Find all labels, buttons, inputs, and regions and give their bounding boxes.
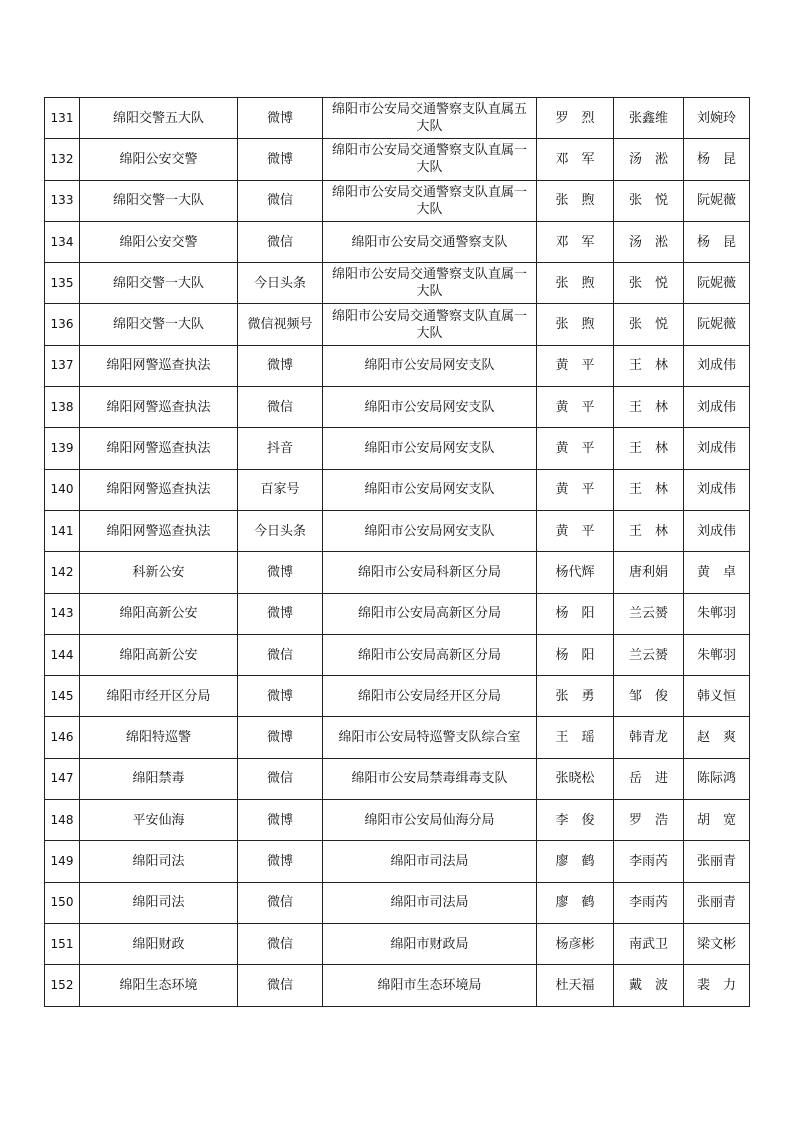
leader-cell: 杨代辉: [537, 552, 614, 593]
staff-cell: 赵 爽: [684, 717, 750, 758]
table-row: [45, 98, 750, 139]
leader-cell: 王 瑶: [537, 717, 614, 758]
manager-cell: 王 林: [614, 428, 684, 469]
manager-cell: 邹 俊: [614, 676, 684, 717]
table-row: [45, 800, 750, 841]
platform-cell: 抖音: [238, 428, 323, 469]
staff-cell: 张丽青: [684, 841, 750, 882]
row-number: 147: [45, 758, 80, 799]
account-name-cell: 绵阳公安交警: [80, 139, 238, 180]
leader-cell: 杨 阳: [537, 634, 614, 675]
platform-cell: 微信: [238, 923, 323, 964]
staff-cell: 刘婉玲: [684, 98, 750, 139]
table-body: [45, 98, 750, 1007]
table-row: [45, 387, 750, 428]
manager-cell: 南武卫: [614, 923, 684, 964]
unit-cell: 绵阳市司法局: [323, 841, 537, 882]
account-name-cell: 绵阳公安交警: [80, 221, 238, 262]
row-number: 134: [45, 221, 80, 262]
staff-cell: 刘成伟: [684, 510, 750, 551]
manager-cell: 李雨芮: [614, 882, 684, 923]
row-number: 148: [45, 800, 80, 841]
account-name-cell: 绵阳网警巡查执法: [80, 345, 238, 386]
table-row: [45, 841, 750, 882]
row-number: 151: [45, 923, 80, 964]
platform-cell: 微博: [238, 717, 323, 758]
leader-cell: 廖 鹤: [537, 882, 614, 923]
table-row: [45, 758, 750, 799]
leader-cell: 黄 平: [537, 510, 614, 551]
manager-cell: 汤 淞: [614, 221, 684, 262]
row-number: 146: [45, 717, 80, 758]
table-row: [45, 263, 750, 304]
row-number: 136: [45, 304, 80, 345]
table-row: [45, 469, 750, 510]
row-number: 149: [45, 841, 80, 882]
unit-cell: 绵阳市财政局: [323, 923, 537, 964]
table-row: [45, 510, 750, 551]
leader-cell: 杜天福: [537, 965, 614, 1006]
row-number: 150: [45, 882, 80, 923]
unit-cell: 绵阳市公安局仙海分局: [323, 800, 537, 841]
staff-cell: 刘成伟: [684, 469, 750, 510]
manager-cell: 王 林: [614, 345, 684, 386]
manager-cell: 韩青龙: [614, 717, 684, 758]
platform-cell: 微信: [238, 965, 323, 1006]
unit-cell: 绵阳市公安局网安支队: [323, 345, 537, 386]
staff-cell: 黄 卓: [684, 552, 750, 593]
table-row: [45, 882, 750, 923]
table-row: [45, 552, 750, 593]
account-name-cell: 绵阳特巡警: [80, 717, 238, 758]
leader-cell: 张 勇: [537, 676, 614, 717]
leader-cell: 黄 平: [537, 345, 614, 386]
account-name-cell: 绵阳高新公安: [80, 634, 238, 675]
staff-cell: 朱郸羽: [684, 634, 750, 675]
platform-cell: 微信: [238, 387, 323, 428]
table-row: [45, 676, 750, 717]
leader-cell: 邓 军: [537, 221, 614, 262]
table-row: [45, 221, 750, 262]
row-number: 142: [45, 552, 80, 593]
manager-cell: 张鑫维: [614, 98, 684, 139]
leader-cell: 廖 鹤: [537, 841, 614, 882]
platform-cell: 微信: [238, 882, 323, 923]
staff-cell: 杨 昆: [684, 221, 750, 262]
unit-cell: 绵阳市公安局交通警察支队直属一大队: [323, 139, 537, 180]
account-name-cell: 绵阳市经开区分局: [80, 676, 238, 717]
table-row: [45, 923, 750, 964]
staff-cell: 朱郸羽: [684, 593, 750, 634]
table-row: [45, 965, 750, 1006]
row-number: 138: [45, 387, 80, 428]
table-row: [45, 428, 750, 469]
table-row: [45, 717, 750, 758]
staff-cell: 韩义恒: [684, 676, 750, 717]
unit-cell: 绵阳市公安局交通警察支队直属一大队: [323, 263, 537, 304]
unit-cell: 绵阳市公安局网安支队: [323, 469, 537, 510]
unit-cell: 绵阳市公安局网安支队: [323, 510, 537, 551]
staff-cell: 阮妮薇: [684, 180, 750, 221]
leader-cell: 黄 平: [537, 469, 614, 510]
leader-cell: 黄 平: [537, 428, 614, 469]
account-name-cell: 绵阳司法: [80, 841, 238, 882]
unit-cell: 绵阳市公安局交通警察支队直属一大队: [323, 180, 537, 221]
row-number: 137: [45, 345, 80, 386]
manager-cell: 岳 进: [614, 758, 684, 799]
platform-cell: 微信: [238, 180, 323, 221]
platform-cell: 微博: [238, 98, 323, 139]
row-number: 140: [45, 469, 80, 510]
staff-cell: 张丽青: [684, 882, 750, 923]
row-number: 143: [45, 593, 80, 634]
table-row: [45, 634, 750, 675]
platform-cell: 微博: [238, 345, 323, 386]
account-name-cell: 绵阳网警巡查执法: [80, 387, 238, 428]
manager-cell: 戴 波: [614, 965, 684, 1006]
platform-cell: 微信视频号: [238, 304, 323, 345]
account-name-cell: 平安仙海: [80, 800, 238, 841]
account-name-cell: 绵阳交警一大队: [80, 304, 238, 345]
account-name-cell: 绵阳网警巡查执法: [80, 510, 238, 551]
unit-cell: 绵阳市公安局经开区分局: [323, 676, 537, 717]
row-number: 133: [45, 180, 80, 221]
platform-cell: 微信: [238, 758, 323, 799]
staff-cell: 陈际鸿: [684, 758, 750, 799]
row-number: 144: [45, 634, 80, 675]
row-number: 139: [45, 428, 80, 469]
row-number: 141: [45, 510, 80, 551]
unit-cell: 绵阳市公安局高新区分局: [323, 634, 537, 675]
platform-cell: 微博: [238, 841, 323, 882]
unit-cell: 绵阳市公安局交通警察支队直属五大队: [323, 98, 537, 139]
leader-cell: 邓 军: [537, 139, 614, 180]
unit-cell: 绵阳市公安局交通警察支队: [323, 221, 537, 262]
leader-cell: 李 俊: [537, 800, 614, 841]
platform-cell: 微博: [238, 139, 323, 180]
row-number: 131: [45, 98, 80, 139]
leader-cell: 杨 阳: [537, 593, 614, 634]
account-name-cell: 绵阳网警巡查执法: [80, 428, 238, 469]
accounts-table: [44, 97, 750, 1007]
platform-cell: 微博: [238, 552, 323, 593]
leader-cell: 张 煦: [537, 180, 614, 221]
table-row: [45, 593, 750, 634]
row-number: 135: [45, 263, 80, 304]
unit-cell: 绵阳市公安局特巡警支队综合室: [323, 717, 537, 758]
account-name-cell: 绵阳网警巡查执法: [80, 469, 238, 510]
row-number: 152: [45, 965, 80, 1006]
account-name-cell: 绵阳交警五大队: [80, 98, 238, 139]
manager-cell: 张 悦: [614, 263, 684, 304]
staff-cell: 阮妮薇: [684, 304, 750, 345]
manager-cell: 罗 浩: [614, 800, 684, 841]
staff-cell: 裴 力: [684, 965, 750, 1006]
manager-cell: 汤 淞: [614, 139, 684, 180]
platform-cell: 微博: [238, 676, 323, 717]
unit-cell: 绵阳市公安局交通警察支队直属一大队: [323, 304, 537, 345]
platform-cell: 微信: [238, 221, 323, 262]
unit-cell: 绵阳市生态环境局: [323, 965, 537, 1006]
row-number: 145: [45, 676, 80, 717]
manager-cell: 李雨芮: [614, 841, 684, 882]
account-name-cell: 科新公安: [80, 552, 238, 593]
account-name-cell: 绵阳生态环境: [80, 965, 238, 1006]
account-name-cell: 绵阳财政: [80, 923, 238, 964]
table-row: [45, 304, 750, 345]
staff-cell: 杨 昆: [684, 139, 750, 180]
leader-cell: 张 煦: [537, 263, 614, 304]
leader-cell: 罗 烈: [537, 98, 614, 139]
staff-cell: 胡 宽: [684, 800, 750, 841]
platform-cell: 百家号: [238, 469, 323, 510]
account-name-cell: 绵阳禁毒: [80, 758, 238, 799]
staff-cell: 刘成伟: [684, 345, 750, 386]
leader-cell: 张晓松: [537, 758, 614, 799]
manager-cell: 兰云赟: [614, 634, 684, 675]
manager-cell: 兰云赟: [614, 593, 684, 634]
staff-cell: 刘成伟: [684, 387, 750, 428]
manager-cell: 唐利娟: [614, 552, 684, 593]
account-name-cell: 绵阳交警一大队: [80, 180, 238, 221]
manager-cell: 王 林: [614, 469, 684, 510]
platform-cell: 微信: [238, 634, 323, 675]
account-name-cell: 绵阳高新公安: [80, 593, 238, 634]
unit-cell: 绵阳市公安局网安支队: [323, 387, 537, 428]
account-name-cell: 绵阳交警一大队: [80, 263, 238, 304]
manager-cell: 张 悦: [614, 180, 684, 221]
unit-cell: 绵阳市公安局科新区分局: [323, 552, 537, 593]
staff-cell: 梁文彬: [684, 923, 750, 964]
table-row: [45, 180, 750, 221]
platform-cell: 今日头条: [238, 263, 323, 304]
unit-cell: 绵阳市公安局禁毒缉毒支队: [323, 758, 537, 799]
leader-cell: 杨彦彬: [537, 923, 614, 964]
manager-cell: 张 悦: [614, 304, 684, 345]
manager-cell: 王 林: [614, 387, 684, 428]
manager-cell: 王 林: [614, 510, 684, 551]
unit-cell: 绵阳市司法局: [323, 882, 537, 923]
staff-cell: 刘成伟: [684, 428, 750, 469]
table-row: [45, 345, 750, 386]
table-row: [45, 139, 750, 180]
leader-cell: 张 煦: [537, 304, 614, 345]
unit-cell: 绵阳市公安局高新区分局: [323, 593, 537, 634]
platform-cell: 微博: [238, 800, 323, 841]
unit-cell: 绵阳市公安局网安支队: [323, 428, 537, 469]
platform-cell: 今日头条: [238, 510, 323, 551]
staff-cell: 阮妮薇: [684, 263, 750, 304]
platform-cell: 微博: [238, 593, 323, 634]
leader-cell: 黄 平: [537, 387, 614, 428]
account-name-cell: 绵阳司法: [80, 882, 238, 923]
row-number: 132: [45, 139, 80, 180]
